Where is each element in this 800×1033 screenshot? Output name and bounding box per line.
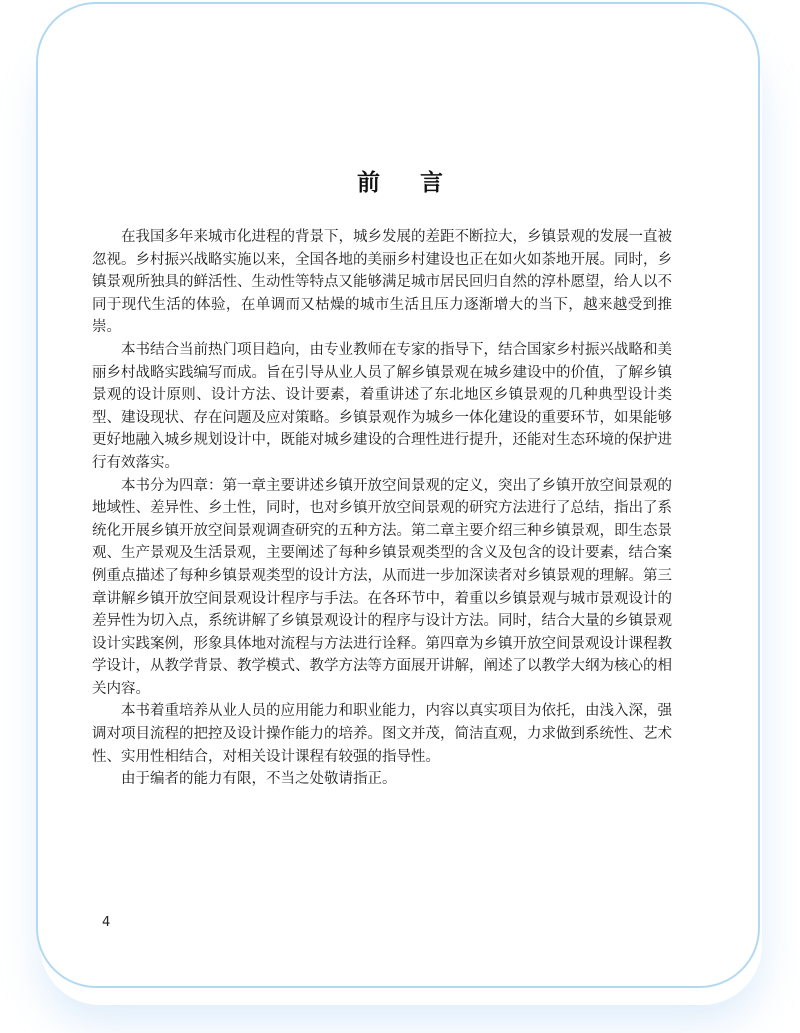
paragraph-2: 本书结合当前热门项目趋向，由专业教师在专家的指导下，结合国家乡村振兴战略和美丽乡村战略实践编写而成。旨在引导从业人员了解乡镇景观在城乡建设中的价值，了解乡镇景观的设计原则、设计方法、设计要素，着重讲述了东北地区乡镇景观的几种典型设计类型、建设现状、存在问题及应对策略。乡镇景观作为城乡一体化建设的重要环节，如果能够更好地融入城乡规划设计中，既能对城乡建设的合理性进行提升，还能对生态环境的保护进行有效落实。 bbox=[92, 341, 672, 471]
paragraph-1: 在我国多年来城市化进程的背景下，城乡发展的差距不断拉大，乡镇景观的发展一直被忽视。乡村振兴战略实施以来，全国各地的美丽乡村建设也正在如火如荼地开展。同时，乡镇景观所独具的鲜活性、生动性等特点又能够满足城市居民回归自然的淳朴愿望，给人以不同于现代生活的体验，在单调而又枯燥的城市生活且压力逐渐增大的当下，越来越受到推崇。 bbox=[92, 229, 672, 336]
preface-body bbox=[92, 226, 672, 791]
page-title: 前言 bbox=[357, 170, 483, 196]
paragraph-5: 由于编者的能力有限，不当之处敬请指正。 bbox=[121, 771, 397, 788]
paragraph-3: 本书分为四章：第一章主要讲述乡镇开放空间景观的定义，突出了乡镇开放空间景观的地域性、差异性、乡土性，同时，也对乡镇开放空间景观的研究方法进行了总结，指出了系统化开展乡镇开放空间景观调查研究的五种方法。第二章主要介绍三种乡镇景观，即生态景观、生产景观及生活景观，主要阐述了每种乡镇景观类型的含义及包含的设计要素，结合案例重点描述了每种乡镇景观类型的设计方法，从而进一步加深读者对乡镇景观的理解。第三章讲解乡镇开放空间景观设计程序与手法。在各环节中，着重以乡镇景观与城市景观设计的差异性为切入点，系统讲解了乡镇景观设计的程序与设计方法。同时，结合大量的乡镇景观设计实践案例，形象具体地对流程与方法进行诠释。第四章为乡镇开放空间景观设计课程教学设计，从教学背景、教学模式、教学方法等方面展开讲解，阐述了以教学大纲为核心的相关内容。 bbox=[92, 477, 672, 697]
paragraph-4: 本书着重培养从业人员的应用能力和职业能力，内容以真实项目为依托，由浅入深，强调对项目流程的把控及设计操作能力的培养。图文并茂，简洁直观，力求做到系统性、艺术性、实用性相结合，对相关设计课程有较强的指导性。 bbox=[92, 703, 672, 765]
page-number: 4 bbox=[102, 915, 111, 930]
